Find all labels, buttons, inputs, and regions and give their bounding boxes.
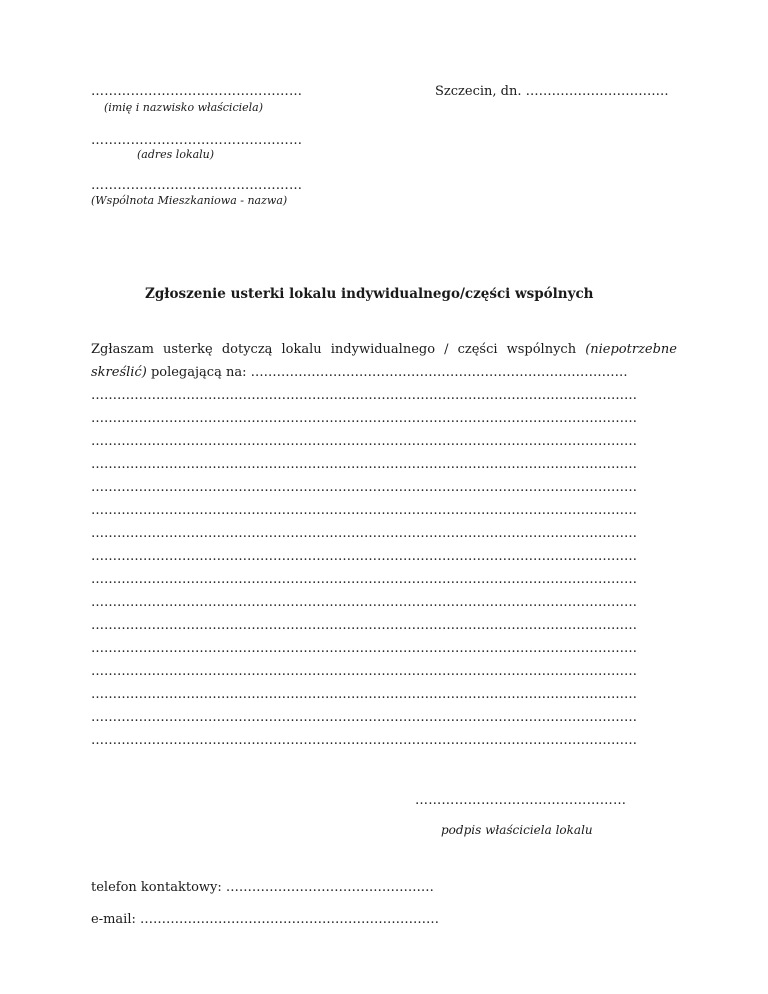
defect-line[interactable]: ………………………………………………………………………………………………………………: [91, 733, 637, 748]
defect-line[interactable]: ………………………………………………………………………………………………………………: [91, 710, 637, 725]
defect-line[interactable]: ………………………………………………………………………………………………………………: [91, 664, 637, 679]
email-row: [91, 912, 439, 927]
defect-line[interactable]: ………………………………………………………………………………………………………………: [91, 618, 637, 633]
defect-line[interactable]: ………………………………………………………………………………………………………………: [91, 411, 637, 426]
owner-name-field[interactable]: …………………………………………: [91, 84, 303, 99]
report-note-part1: (niepotrzebne: [585, 342, 677, 357]
email-label: e-mail:: [91, 912, 136, 927]
defect-line[interactable]: ………………………………………………………………………………………………………………: [91, 480, 637, 495]
signature-caption: podpis właściciela lokalu: [441, 823, 593, 837]
defect-line[interactable]: ………………………………………………………………………………………………………………: [91, 641, 637, 656]
community-name-field[interactable]: …………………………………………: [91, 178, 303, 193]
phone-label: telefon kontaktowy:: [91, 880, 222, 895]
report-note-part2: skreślić): [91, 365, 147, 380]
document-title: Zgłoszenie usterki lokalu indywidualnego/części wspólnych: [145, 286, 594, 302]
phone-row: [91, 880, 434, 895]
defect-line[interactable]: ………………………………………………………………………………………………………………: [91, 434, 637, 449]
community-name-caption: (Wspólnota Mieszkaniowa - nazwa): [91, 194, 288, 207]
defect-line[interactable]: ………………………………………………………………………………………………………………: [91, 526, 637, 541]
report-intro-text: Zgłaszam usterkę dotyczą lokalu indywidualnego / części wspólnych: [91, 342, 577, 357]
defect-line[interactable]: ………………………………………………………………………………………………………………: [91, 572, 637, 587]
phone-field[interactable]: …………………………………………: [225, 880, 434, 895]
defect-line[interactable]: ………………………………………………………………………………………………………………: [91, 457, 637, 472]
report-second-line[interactable]: [91, 361, 677, 384]
email-field[interactable]: ……………………………………………………………: [140, 912, 439, 927]
report-intro-line: [91, 338, 677, 361]
defect-line[interactable]: ………………………………………………………………………………………………………………: [91, 595, 637, 610]
defect-line[interactable]: ………………………………………………………………………………………………………………: [91, 687, 637, 702]
owner-name-caption: (imię i nazwisko właściciela): [104, 101, 264, 114]
defect-line[interactable]: ………………………………………………………………………………………………………………: [91, 388, 637, 403]
defect-line[interactable]: ………………………………………………………………………………………………………………: [91, 549, 637, 564]
report-defect-field[interactable]: polegającą na: ……………………………………………………………………………: [150, 365, 628, 380]
defect-line[interactable]: ………………………………………………………………………………………………………………: [91, 503, 637, 518]
address-field[interactable]: …………………………………………: [91, 133, 303, 148]
address-caption: (adres lokalu): [137, 148, 215, 161]
city-date-field[interactable]: Szczecin, dn. ……………………………: [435, 84, 669, 99]
signature-field[interactable]: …………………………………………: [415, 793, 627, 808]
report-body: [91, 338, 677, 752]
